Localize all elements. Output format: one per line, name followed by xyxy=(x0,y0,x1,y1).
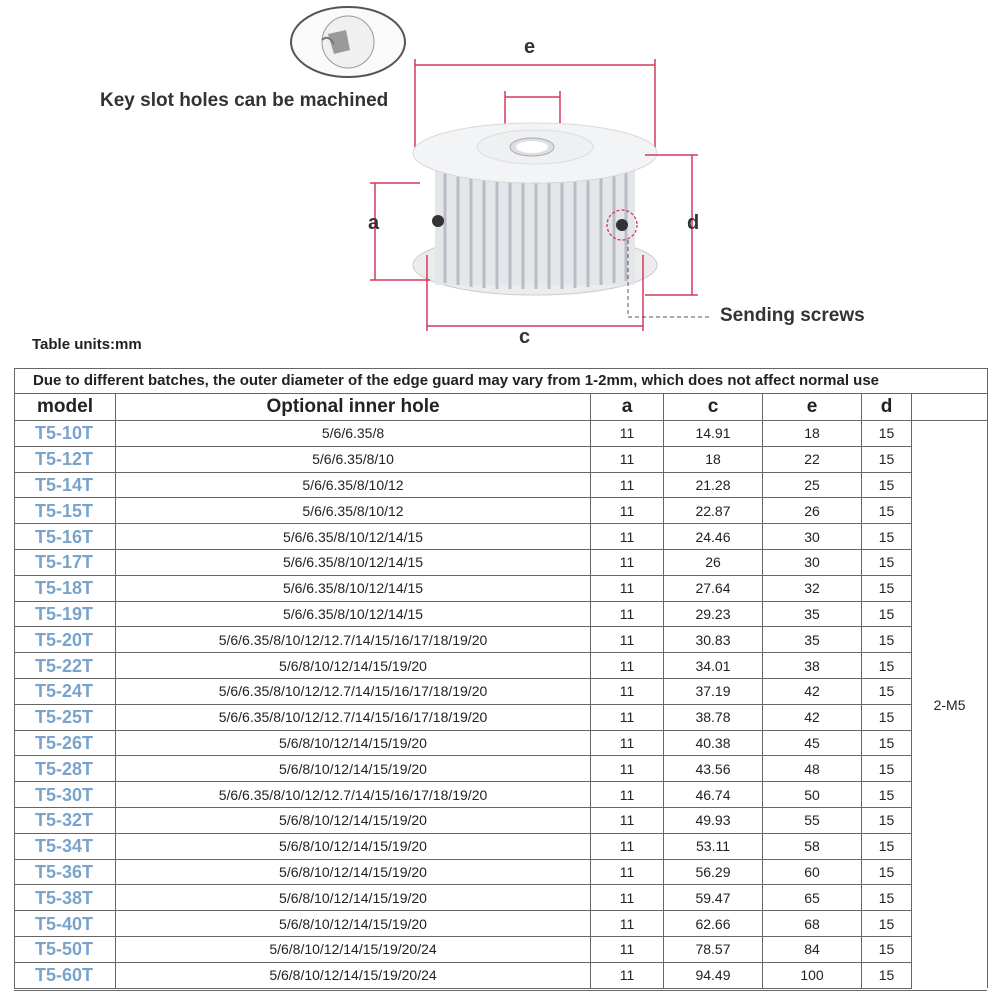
model-cell: T5-14T xyxy=(15,472,116,498)
model-cell: T5-24T xyxy=(15,678,116,704)
e-cell: 22 xyxy=(763,446,862,472)
a-cell: 11 xyxy=(591,833,664,859)
table-row xyxy=(15,472,988,498)
e-cell: 48 xyxy=(763,756,862,782)
header-e: e xyxy=(763,394,862,421)
a-cell: 11 xyxy=(591,936,664,962)
d-cell: 15 xyxy=(862,730,912,756)
a-cell: 11 xyxy=(591,859,664,885)
a-cell: 11 xyxy=(591,885,664,911)
a-cell: 11 xyxy=(591,962,664,988)
header-d: d xyxy=(862,394,912,421)
d-cell: 15 xyxy=(862,498,912,524)
a-cell: 11 xyxy=(591,446,664,472)
a-cell: 11 xyxy=(591,911,664,937)
batch-note: Due to different batches, the outer diameter of the edge guard may vary from 1-2mm, which does not affect normal use xyxy=(15,369,988,394)
table-row xyxy=(15,627,988,653)
dim-label-e: e xyxy=(524,36,536,58)
inner-hole-cell: 5/6/8/10/12/14/15/19/20 xyxy=(116,756,591,782)
c-cell: 27.64 xyxy=(664,575,763,601)
d-cell: 15 xyxy=(862,446,912,472)
a-cell: 11 xyxy=(591,627,664,653)
inner-hole-cell: 5/6/6.35/8/10/12/12.7/14/15/16/17/18/19/20 xyxy=(116,782,591,808)
model-cell: T5-22T xyxy=(15,653,116,679)
e-cell: 100 xyxy=(763,962,862,988)
c-cell: 24.46 xyxy=(664,524,763,550)
header-model: model xyxy=(15,394,116,421)
table-row xyxy=(15,601,988,627)
inner-hole-cell: 5/6/8/10/12/14/15/19/20 xyxy=(116,911,591,937)
d-cell: 15 xyxy=(862,962,912,988)
model-cell: T5-15T xyxy=(15,498,116,524)
table-row xyxy=(15,936,988,962)
a-cell: 11 xyxy=(591,524,664,550)
d-cell: 15 xyxy=(862,575,912,601)
inner-hole-cell: 5/6/8/10/12/14/15/19/20 xyxy=(116,833,591,859)
c-cell: 21.28 xyxy=(664,472,763,498)
d-cell: 15 xyxy=(862,421,912,447)
table-row xyxy=(15,498,988,524)
inner-hole-cell: 5/6/6.35/8/10/12/14/15 xyxy=(116,575,591,601)
table-bottom-border xyxy=(14,990,987,991)
screw-spec-cell: 2-M5 xyxy=(912,421,988,989)
table-row xyxy=(15,756,988,782)
e-cell: 30 xyxy=(763,524,862,550)
model-cell: T5-30T xyxy=(15,782,116,808)
table-row xyxy=(15,678,988,704)
c-cell: 46.74 xyxy=(664,782,763,808)
c-cell: 34.01 xyxy=(664,653,763,679)
c-cell: 62.66 xyxy=(664,911,763,937)
table-row xyxy=(15,859,988,885)
a-cell: 11 xyxy=(591,575,664,601)
a-cell: 11 xyxy=(591,421,664,447)
table-row xyxy=(15,962,988,988)
inner-hole-cell: 5/6/8/10/12/14/15/19/20 xyxy=(116,807,591,833)
d-cell: 15 xyxy=(862,472,912,498)
table-row xyxy=(15,549,988,575)
e-cell: 35 xyxy=(763,601,862,627)
c-cell: 53.11 xyxy=(664,833,763,859)
table-row xyxy=(15,653,988,679)
e-cell: 42 xyxy=(763,704,862,730)
e-cell: 38 xyxy=(763,653,862,679)
c-cell: 78.57 xyxy=(664,936,763,962)
model-cell: T5-60T xyxy=(15,962,116,988)
c-cell: 26 xyxy=(664,549,763,575)
inner-hole-cell: 5/6/6.35/8/10/12 xyxy=(116,472,591,498)
d-cell: 15 xyxy=(862,859,912,885)
table-row xyxy=(15,446,988,472)
e-cell: 45 xyxy=(763,730,862,756)
c-cell: 37.19 xyxy=(664,678,763,704)
d-cell: 15 xyxy=(862,782,912,808)
inner-hole-cell: 5/6/8/10/12/14/15/19/20 xyxy=(116,653,591,679)
e-cell: 68 xyxy=(763,911,862,937)
e-cell: 32 xyxy=(763,575,862,601)
a-cell: 11 xyxy=(591,730,664,756)
inner-hole-cell: 5/6/8/10/12/14/15/19/20 xyxy=(116,859,591,885)
c-cell: 29.23 xyxy=(664,601,763,627)
e-cell: 42 xyxy=(763,678,862,704)
model-cell: T5-25T xyxy=(15,704,116,730)
model-cell: T5-32T xyxy=(15,807,116,833)
a-cell: 11 xyxy=(591,782,664,808)
d-cell: 15 xyxy=(862,704,912,730)
table-row xyxy=(15,833,988,859)
spec-table xyxy=(14,368,988,989)
c-cell: 43.56 xyxy=(664,756,763,782)
inner-hole-cell: 5/6/6.35/8/10/12/14/15 xyxy=(116,549,591,575)
e-cell: 30 xyxy=(763,549,862,575)
d-cell: 15 xyxy=(862,911,912,937)
model-cell: T5-12T xyxy=(15,446,116,472)
inner-hole-cell: 5/6/6.35/8/10/12 xyxy=(116,498,591,524)
pulley-illustration xyxy=(360,35,710,335)
table-row xyxy=(15,730,988,756)
a-cell: 11 xyxy=(591,498,664,524)
e-cell: 25 xyxy=(763,472,862,498)
c-cell: 14.91 xyxy=(664,421,763,447)
d-cell: 15 xyxy=(862,601,912,627)
a-cell: 11 xyxy=(591,704,664,730)
inner-hole-cell: 5/6/6.35/8 xyxy=(116,421,591,447)
c-cell: 22.87 xyxy=(664,498,763,524)
e-cell: 65 xyxy=(763,885,862,911)
model-cell: T5-18T xyxy=(15,575,116,601)
d-cell: 15 xyxy=(862,833,912,859)
note-row xyxy=(15,369,988,394)
e-cell: 35 xyxy=(763,627,862,653)
model-cell: T5-26T xyxy=(15,730,116,756)
e-cell: 50 xyxy=(763,782,862,808)
inner-hole-cell: 5/6/8/10/12/14/15/19/20/24 xyxy=(116,936,591,962)
d-cell: 15 xyxy=(862,936,912,962)
d-cell: 15 xyxy=(862,807,912,833)
c-cell: 38.78 xyxy=(664,704,763,730)
model-cell: T5-17T xyxy=(15,549,116,575)
inner-hole-cell: 5/6/6.35/8/10/12/12.7/14/15/16/17/18/19/20 xyxy=(116,704,591,730)
table-row xyxy=(15,885,988,911)
table-row xyxy=(15,575,988,601)
c-cell: 56.29 xyxy=(664,859,763,885)
model-cell: T5-28T xyxy=(15,756,116,782)
a-cell: 11 xyxy=(591,807,664,833)
a-cell: 11 xyxy=(591,756,664,782)
model-cell: T5-50T xyxy=(15,936,116,962)
table-row xyxy=(15,421,988,447)
table-row xyxy=(15,704,988,730)
model-cell: T5-10T xyxy=(15,421,116,447)
model-cell: T5-36T xyxy=(15,859,116,885)
a-cell: 11 xyxy=(591,601,664,627)
table-units-label: Table units:mm xyxy=(32,336,142,353)
d-cell: 15 xyxy=(862,678,912,704)
e-cell: 60 xyxy=(763,859,862,885)
c-cell: 59.47 xyxy=(664,885,763,911)
c-cell: 30.83 xyxy=(664,627,763,653)
d-cell: 15 xyxy=(862,627,912,653)
header-blank xyxy=(912,394,988,421)
d-cell: 15 xyxy=(862,653,912,679)
table-row xyxy=(15,782,988,808)
e-cell: 26 xyxy=(763,498,862,524)
inner-hole-cell: 5/6/8/10/12/14/15/19/20 xyxy=(116,730,591,756)
inner-hole-cell: 5/6/6.35/8/10/12/14/15 xyxy=(116,524,591,550)
c-cell: 40.38 xyxy=(664,730,763,756)
header-hole: Optional inner hole xyxy=(116,394,591,421)
e-cell: 55 xyxy=(763,807,862,833)
inner-hole-cell: 5/6/6.35/8/10 xyxy=(116,446,591,472)
inner-hole-cell: 5/6/6.35/8/10/12/12.7/14/15/16/17/18/19/20 xyxy=(116,627,591,653)
e-cell: 84 xyxy=(763,936,862,962)
inner-hole-cell: 5/6/8/10/12/14/15/19/20/24 xyxy=(116,962,591,988)
table-row xyxy=(15,911,988,937)
dim-label-c: c xyxy=(519,326,531,348)
model-cell: T5-16T xyxy=(15,524,116,550)
table-row xyxy=(15,524,988,550)
key-slot-text: Key slot holes can be machined xyxy=(100,90,389,111)
model-cell: T5-20T xyxy=(15,627,116,653)
a-cell: 11 xyxy=(591,653,664,679)
a-cell: 11 xyxy=(591,678,664,704)
c-cell: 94.49 xyxy=(664,962,763,988)
header-row xyxy=(15,394,988,421)
a-cell: 11 xyxy=(591,472,664,498)
model-cell: T5-38T xyxy=(15,885,116,911)
model-cell: T5-19T xyxy=(15,601,116,627)
c-cell: 18 xyxy=(664,446,763,472)
dim-label-d: d xyxy=(687,212,700,234)
d-cell: 15 xyxy=(862,756,912,782)
header-c: c xyxy=(664,394,763,421)
d-cell: 15 xyxy=(862,549,912,575)
model-cell: T5-34T xyxy=(15,833,116,859)
inner-hole-cell: 5/6/8/10/12/14/15/19/20 xyxy=(116,885,591,911)
header-a: a xyxy=(591,394,664,421)
d-cell: 15 xyxy=(862,885,912,911)
model-cell: T5-40T xyxy=(15,911,116,937)
e-cell: 18 xyxy=(763,421,862,447)
dim-label-a: a xyxy=(368,212,380,234)
e-cell: 58 xyxy=(763,833,862,859)
table-row xyxy=(15,807,988,833)
inner-hole-cell: 5/6/6.35/8/10/12/14/15 xyxy=(116,601,591,627)
c-cell: 49.93 xyxy=(664,807,763,833)
inner-hole-cell: 5/6/6.35/8/10/12/12.7/14/15/16/17/18/19/20 xyxy=(116,678,591,704)
a-cell: 11 xyxy=(591,549,664,575)
sending-screws-label: Sending screws xyxy=(720,305,865,326)
d-cell: 15 xyxy=(862,524,912,550)
